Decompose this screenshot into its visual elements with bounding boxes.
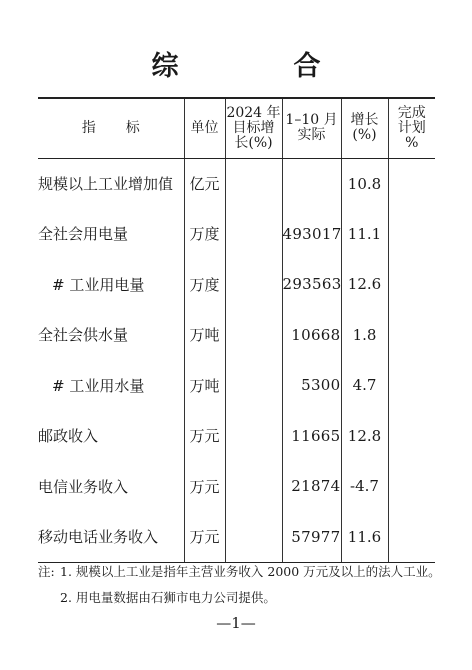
growth-cell: 10.8 xyxy=(341,158,388,209)
indicator-cell: 电信业务收入 xyxy=(38,477,129,496)
unit-cell: 万吨 xyxy=(184,360,225,411)
completion-cell xyxy=(388,461,435,512)
target-cell xyxy=(225,310,282,361)
header-growth-line: 增长 xyxy=(350,112,379,129)
header-target-line: 目标增 xyxy=(232,119,275,136)
table-row xyxy=(38,461,435,512)
footnotes xyxy=(38,559,458,611)
indicator-cell: 邮政收入 xyxy=(38,427,99,446)
actual-cell: 5300 xyxy=(282,360,341,411)
unit-cell: 万度 xyxy=(184,209,225,260)
table-row xyxy=(38,411,435,462)
table-row xyxy=(38,310,435,361)
header-unit: 单位 xyxy=(184,98,225,158)
header-actual-line: 1–10 月 xyxy=(285,112,338,129)
table-header-row xyxy=(38,98,435,158)
page-title: 综 合 xyxy=(151,51,365,82)
unit-cell: 万度 xyxy=(184,259,225,310)
indicator-cell: 移动电话业务收入 xyxy=(38,512,184,563)
actual-cell xyxy=(282,158,341,209)
unit-cell: 万元 xyxy=(184,512,225,563)
footnote-prefix: 注: xyxy=(38,564,55,579)
target-cell xyxy=(225,259,282,310)
growth-cell: 12.6 xyxy=(341,259,388,310)
header-completion xyxy=(388,98,435,158)
completion-cell xyxy=(388,259,435,310)
growth-cell: 4.7 xyxy=(341,360,388,411)
completion-cell xyxy=(388,158,435,209)
footnote-text: 2. 用电量数据由石狮市电力公司提供。 xyxy=(60,590,276,605)
completion-cell xyxy=(388,411,435,462)
table-row xyxy=(38,512,435,563)
header-completion-line: 完成 xyxy=(397,104,426,121)
actual-cell: 21874 xyxy=(282,461,341,512)
indicator-cell: 全社会供水量 xyxy=(38,326,129,345)
header-actual-line: 实际 xyxy=(297,127,326,144)
target-cell xyxy=(225,411,282,462)
table-row xyxy=(38,259,435,310)
actual-cell: 57977 xyxy=(282,512,341,563)
growth-cell: -4.7 xyxy=(341,461,388,512)
header-growth xyxy=(341,98,388,158)
footnote xyxy=(38,559,458,585)
table-row xyxy=(38,158,435,209)
actual-cell: 10668 xyxy=(282,310,341,361)
table-row xyxy=(38,360,435,411)
table-row xyxy=(38,209,435,260)
unit-cell: 万元 xyxy=(184,461,225,512)
actual-cell: 493017 xyxy=(282,209,341,260)
actual-cell: 11665 xyxy=(282,411,341,462)
growth-cell: 11.1 xyxy=(341,209,388,260)
completion-cell xyxy=(388,209,435,260)
unit-cell: 亿元 xyxy=(184,158,225,209)
actual-cell: 293563 xyxy=(282,259,341,310)
target-cell xyxy=(225,209,282,260)
target-cell xyxy=(225,158,282,209)
target-cell xyxy=(225,512,282,563)
target-cell xyxy=(225,461,282,512)
indicator-cell: # 工业用水量 xyxy=(52,376,145,395)
unit-cell: 万吨 xyxy=(184,310,225,361)
completion-cell xyxy=(388,310,435,361)
indicator-cell: 全社会用电量 xyxy=(38,225,129,244)
footnote-text: 1. 规模以上工业是指年主营业务收入 2000 万元及以上的法人工业。 xyxy=(60,564,441,579)
statistics-table xyxy=(38,97,435,563)
indicator-cell: # 工业用电量 xyxy=(52,275,145,294)
footnote xyxy=(38,585,458,611)
completion-cell xyxy=(388,512,435,563)
header-completion-line: % xyxy=(405,134,419,151)
header-target-line: 2024 年 xyxy=(226,104,281,121)
header-target-line: 长(%) xyxy=(234,134,273,151)
unit-cell: 万元 xyxy=(184,411,225,462)
header-target xyxy=(225,98,282,158)
growth-cell: 11.6 xyxy=(341,512,388,563)
header-actual xyxy=(282,98,341,158)
target-cell xyxy=(225,360,282,411)
header-completion-line: 计划 xyxy=(397,119,426,136)
growth-cell: 1.8 xyxy=(341,310,388,361)
completion-cell xyxy=(388,360,435,411)
page-number: —1— xyxy=(216,614,256,632)
header-growth-line: (%) xyxy=(352,127,377,144)
growth-cell: 12.8 xyxy=(341,411,388,462)
indicator-cell: 规模以上工业增加值 xyxy=(38,175,174,193)
header-indicator: 指标 xyxy=(38,98,184,158)
